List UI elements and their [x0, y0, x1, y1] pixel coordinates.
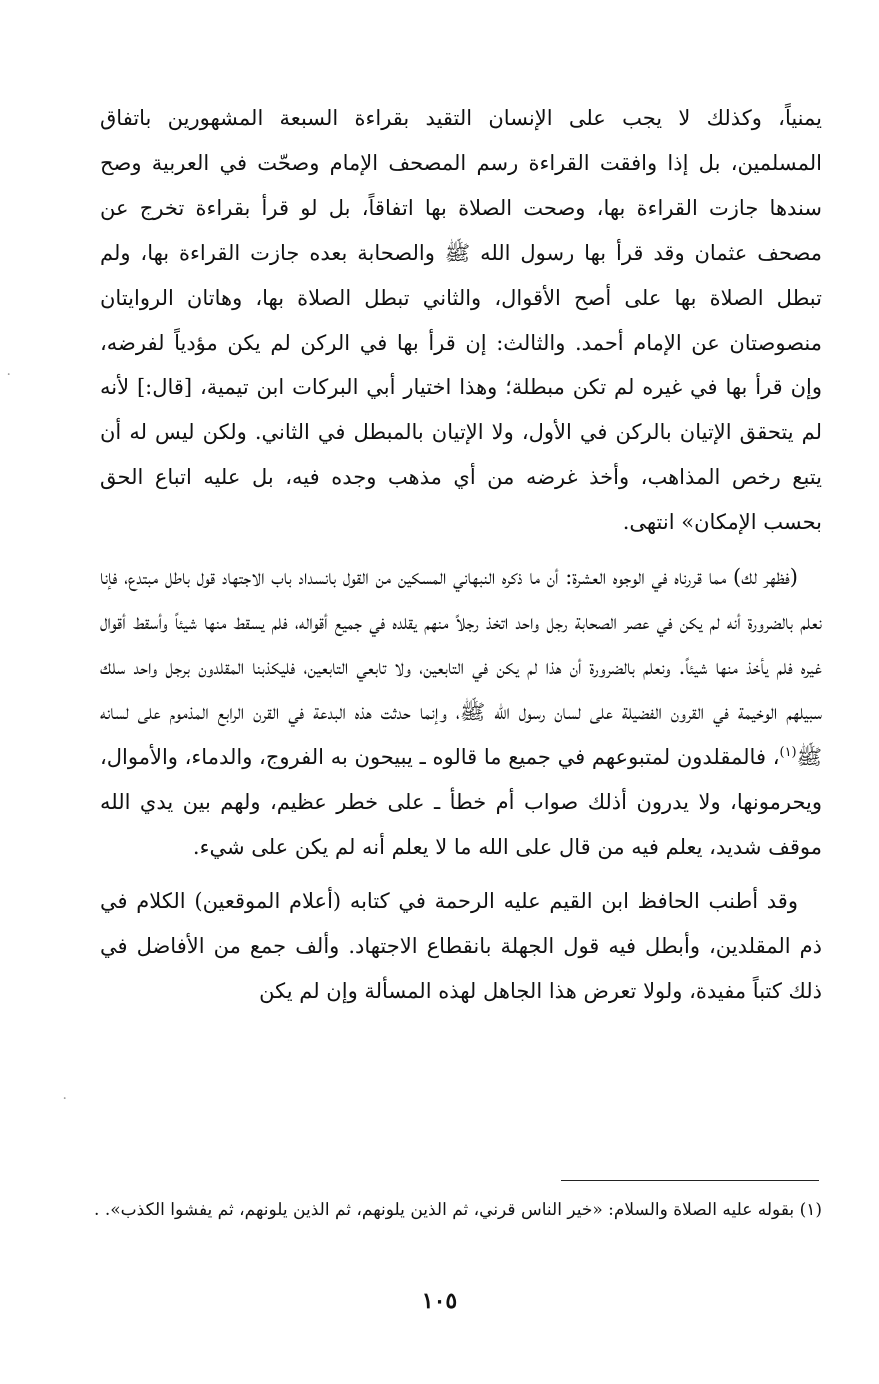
text-line: القرن الرابع المذموم على لسانه ﷺ — [100, 699, 822, 769]
margin-mark: · — [62, 1091, 67, 1107]
text-line: عصر الصحابة رجل واحد اتخذ رجلاً منهم يقلده في جميع أقواله، فلم يسقط منها — [204, 609, 650, 634]
paragraph-3 — [100, 879, 822, 1014]
text-line: مصحف عثمان وقد قرأ بها رسول الله ﷺ والصحابة بعده جازت القراءة بها، ولم — [100, 240, 822, 265]
text-line: الوخيمة في القرون الفضيلة على لسان رسول الله ﷺ، وإنما حدثت هذه البدعة في — [288, 699, 778, 724]
paragraph-2 — [100, 555, 822, 869]
text-line: التابعين، ولا تابعي التابعين، فليكذبنا المقلدون برجل واحد سلك سبيلهم — [100, 654, 822, 724]
text-line: يبيحون به الفروج، والدماء، والأموال، ويحرمونها، ولا يدرون أذلك صواب أم — [100, 744, 822, 814]
page-number: ١٠٥ — [421, 1288, 458, 1314]
paragraph-1 — [100, 96, 822, 545]
text-line: القول بانسداد باب الاجتهاد قول باطل مبتدع، فإنا نعلم بالضرورة أنه لم يكن في — [100, 565, 822, 634]
text-line: الأفاضل في ذلك كتباً مفيدة، ولولا تعرض هذا الجاهل لهذه المسألة وإن لم يكن — [100, 934, 822, 1004]
text-line: ولكن ليس له أن يتبع رخص المذاهب، وأخذ غرضه من أي مذهب وجده فيه، بل — [100, 420, 822, 490]
footnote-marker: (١) — [799, 1200, 822, 1220]
text-line: يمنياً، وكذلك لا يجب على الإنسان التقيد بقراءة السبعة المشهورين باتفاق — [100, 106, 822, 130]
text-line: [قال:] لأنه لم يتحقق الإتيان بالركن في الأول، ولا الإتيان بالمبطل في الثاني. — [100, 375, 822, 445]
text-line: المسلمين، بل إذا وافقت القراءة رسم المصحف الإمام وصحّت في العربية وصح — [100, 150, 822, 175]
text-line: خطأ ـ على خطر عظيم، ولهم بين يدي الله موقف شديد، يعلم فيه من قال على الله — [100, 789, 822, 859]
footnote-text: بقوله عليه الصلاة والسلام: «خير الناس قرني، ثم الذين يلونهم، ثم الذين يلونهم، ثم يفشوا الكذب». . — [94, 1200, 795, 1220]
margin-mark: · — [6, 367, 11, 383]
text-line: عليه اتباع الحق بحسب الإمكان» انتهى. — [100, 465, 822, 535]
text-line: لفرضه، وإن قرأ بها في غيره لم تكن مبطلة؛ وهذا اختيار أبي البركات ابن تيمية، — [100, 330, 822, 400]
text-line: (فظهر لك) مما قررناه في الوجوه العشرة: أن ما ذكره النبهاني المسكين من — [375, 565, 798, 590]
footnote-divider — [561, 1180, 819, 1181]
text-line: ، فالمقلدون لمتبوعهم في جميع ما قالوه ـ — [419, 744, 780, 769]
footnote — [62, 1192, 822, 1228]
text-line: ما لا يعلم أنه لم يكن على شيء. — [192, 834, 472, 859]
text-line: وقد أطنب الحافظ ابن القيم عليه الرحمة في كتابه (أعلام الموقعين) الكلام — [136, 889, 798, 914]
text-line: تبطل الصلاة بها على أصح الأقوال، والثاني تبطل الصلاة بها، وهاتان الروايتان — [100, 285, 822, 310]
text-line: في ذم المقلدين، وأبطل فيه قول الجهلة بانقطاع الاجتهاد. وألف جمع من — [100, 889, 822, 959]
text-line: منصوصتان عن الإمام أحمد. والثالث: إن قرأ بها في الركن لم يكن مؤدياً — [174, 330, 822, 355]
text-line: شيئاً وأسقط أقوال غيره فلم يأخذ منها شيئاً. ونعلم بالضرورة أن هذا لم يكن في — [100, 609, 822, 679]
text-line: سندها جازت القراءة بها، وصحت الصلاة بها اتفاقاً، بل لو قرأ بقراءة تخرج عن — [100, 195, 822, 220]
footnote-reference-marker[interactable]: (١) — [779, 744, 797, 760]
main-text — [100, 96, 822, 1014]
